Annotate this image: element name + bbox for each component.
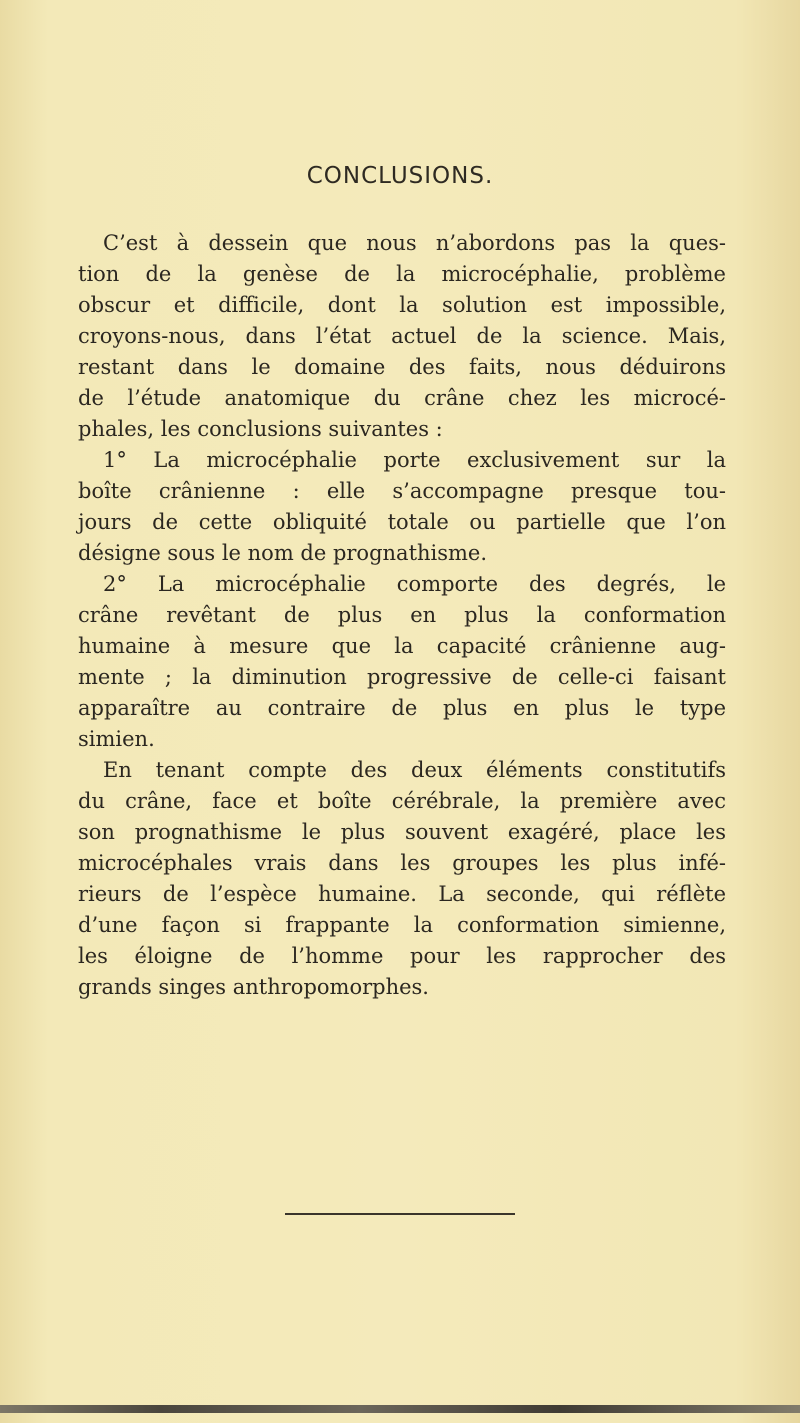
text-line: humaine à mesure que la capacité crânienne aug- — [78, 634, 726, 658]
text-line: 2° La microcéphalie comporte des degrés, le — [103, 572, 726, 596]
body-text — [78, 228, 726, 1003]
text-line: jours de cette obliquité totale ou partielle que l’on — [78, 510, 726, 534]
text-line: son prognathisme le plus souvent exagéré, place les — [78, 820, 726, 844]
text-line: restant dans le domaine des faits, nous déduirons — [78, 355, 726, 379]
text-line: crâne revêtant de plus en plus la conformation — [78, 603, 726, 627]
page-edge-band — [0, 1405, 800, 1413]
text-line: de l’étude anatomique du crâne chez les microcé- — [78, 386, 726, 410]
text-line: simien. — [78, 727, 155, 751]
text-line: En tenant compte des deux éléments constitutifs — [103, 758, 726, 782]
text-line: apparaître au contraire de plus en plus le type — [78, 696, 726, 720]
text-line: microcéphales vrais dans les groupes les plus infé- — [78, 851, 726, 875]
text-line: phales, les conclusions suivantes : — [78, 417, 443, 441]
text-line: désigne sous le nom de prognathisme. — [78, 541, 488, 565]
divider-rule — [285, 1213, 515, 1215]
text-line: du crâne, face et boîte cérébrale, la première avec — [78, 789, 726, 813]
text-line: d’une façon si frappante la conformation simienne, — [78, 913, 726, 937]
text-line: 1° La microcéphalie porte exclusivement sur la — [103, 448, 726, 472]
text-line: C’est à dessein que nous n’abordons pas la ques- — [103, 231, 726, 255]
text-line: grands singes anthropomorphes. — [78, 975, 429, 999]
text-line: mente ; la diminution progressive de celle-ci faisant — [78, 665, 726, 689]
text-line: obscur et difficile, dont la solution est impossible, — [78, 293, 726, 317]
page-title: CONCLUSIONS. — [306, 163, 494, 189]
text-line: rieurs de l’espèce humaine. La seconde, qui réflète — [78, 882, 726, 906]
text-line: croyons-nous, dans l’état actuel de la science. Mais, — [78, 324, 726, 348]
text-line: les éloigne de l’homme pour les rapprocher des — [78, 944, 726, 968]
text-line: tion de la genèse de la microcéphalie, problème — [78, 262, 726, 286]
text-line: boîte crânienne : elle s’accompagne presque tou- — [78, 479, 726, 503]
